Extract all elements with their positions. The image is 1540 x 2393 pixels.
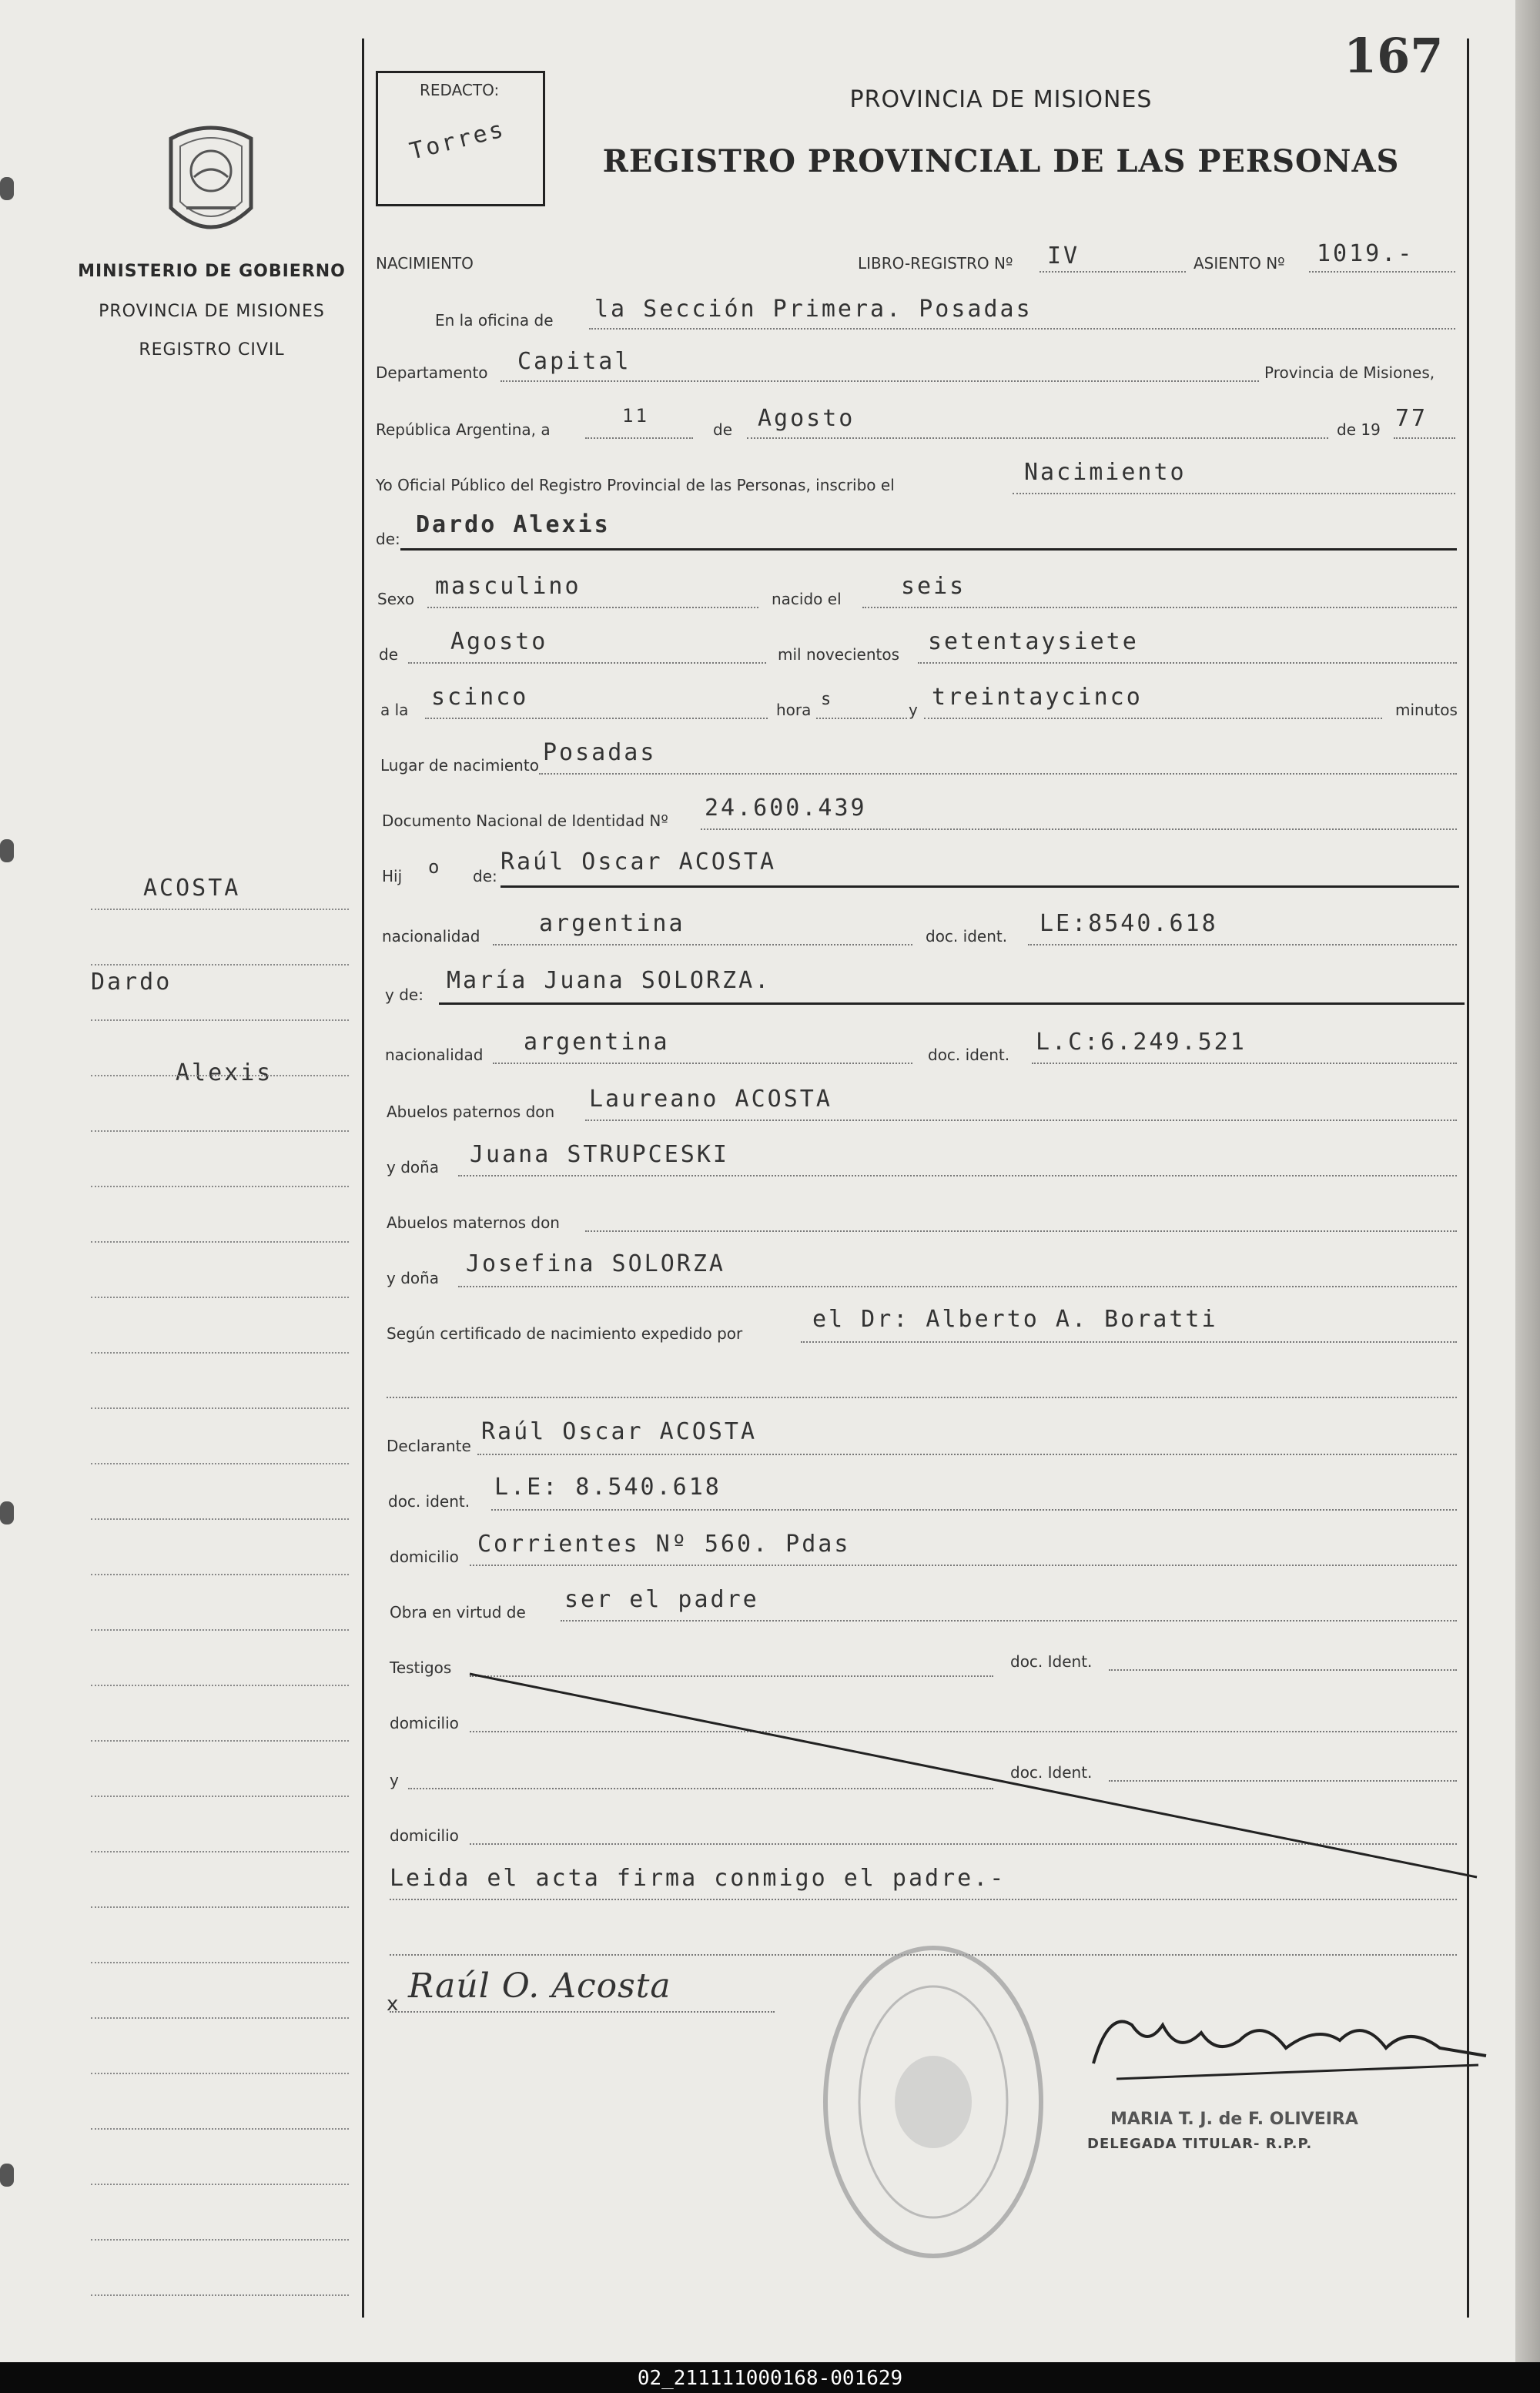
mother-line bbox=[439, 1002, 1465, 1005]
redacto-box bbox=[376, 71, 545, 206]
father-line bbox=[500, 885, 1459, 888]
nacionalidad-father-line bbox=[493, 944, 912, 945]
margin-ruled-line bbox=[91, 2239, 349, 2241]
nacido-line bbox=[862, 607, 1457, 608]
sexo-value: masculino bbox=[435, 573, 581, 600]
declarante-value: Raúl Oscar ACOSTA bbox=[481, 1418, 758, 1445]
sexo-line bbox=[427, 607, 758, 608]
libro-value: IV bbox=[1047, 243, 1080, 269]
oficina-label: En la oficina de bbox=[435, 311, 554, 330]
nacido-value: seis bbox=[901, 573, 966, 600]
lugar-line bbox=[539, 773, 1457, 775]
y-label: y bbox=[909, 701, 918, 719]
nacionalidad-father-value: argentina bbox=[539, 910, 685, 937]
father-value: Raúl Oscar ACOSTA bbox=[500, 848, 777, 875]
horas-suffix: s bbox=[821, 690, 834, 709]
scan-filename: 02_211111000168-001629 bbox=[637, 2367, 903, 2390]
doc-testigo1-label: doc. Ident. bbox=[1010, 1652, 1093, 1671]
dni-value: 24.600.439 bbox=[705, 795, 867, 822]
lugar-label: Lugar de nacimiento bbox=[380, 756, 539, 775]
official-role: DELEGADA TITULAR- R.P.P. bbox=[1087, 2136, 1313, 2152]
mil-label: mil novecientos bbox=[778, 645, 900, 664]
leida-line bbox=[390, 1899, 1457, 1900]
firma-line bbox=[390, 2011, 775, 2013]
abuelos-maternos-label: Abuelos maternos don bbox=[387, 1213, 560, 1232]
certificado-value: el Dr: Alberto A. Boratti bbox=[812, 1306, 1218, 1333]
doc-father-value: LE:8540.618 bbox=[1040, 910, 1218, 937]
margin-ruled-line bbox=[91, 1518, 349, 1520]
hijo-suffix: o bbox=[428, 856, 442, 878]
dni-line bbox=[701, 828, 1457, 830]
domicilio-value: Corrientes Nº 560. Pdas bbox=[477, 1531, 851, 1558]
testigos-cancel-stroke bbox=[462, 1663, 1486, 1886]
doc-father-line bbox=[1028, 944, 1457, 945]
abuelos-maternos-line bbox=[585, 1230, 1457, 1232]
doc-mother-line bbox=[1032, 1063, 1457, 1064]
doc-testigo2-label: doc. Ident. bbox=[1010, 1763, 1093, 1782]
record-type-label: NACIMIENTO bbox=[376, 254, 474, 273]
binder-hole bbox=[0, 839, 14, 862]
declarante-label: Declarante bbox=[387, 1437, 471, 1455]
registry-seal-stamp-icon bbox=[818, 1940, 1049, 2264]
mil-line bbox=[918, 662, 1457, 664]
dona-materna-value: Josefina SOLORZA bbox=[466, 1250, 725, 1277]
father-signature: Raúl O. Acosta bbox=[408, 1966, 671, 2006]
margin-ruled-line bbox=[91, 1019, 349, 1021]
declarante-line bbox=[477, 1454, 1457, 1455]
de2-label: de bbox=[379, 645, 398, 664]
margin-ruled-line bbox=[91, 1352, 349, 1354]
minutos-label: minutos bbox=[1395, 701, 1458, 719]
margin-ruled-line bbox=[91, 1075, 349, 1076]
nacionalidad-mother-label: nacionalidad bbox=[385, 1046, 484, 1064]
obra-line bbox=[561, 1620, 1457, 1622]
margin-ruled-line bbox=[91, 1463, 349, 1464]
margin-ruled-line bbox=[91, 2294, 349, 2296]
margin-ruled-line bbox=[91, 2073, 349, 2074]
departamento-value: Capital bbox=[517, 348, 631, 375]
margin-ruled-line bbox=[91, 2017, 349, 2019]
de-label: de bbox=[713, 420, 732, 439]
dona-paterna-line bbox=[458, 1175, 1457, 1176]
margin-ruled-line bbox=[91, 1241, 349, 1243]
dona-materna-line bbox=[458, 1286, 1457, 1287]
departamento-label: Departamento bbox=[376, 363, 488, 382]
redacto-value: Torres bbox=[407, 115, 508, 166]
de2-value: Agosto bbox=[450, 628, 548, 655]
doc-declarante-label: doc. ident. bbox=[388, 1492, 470, 1511]
provincia-label: Provincia de Misiones, bbox=[1264, 363, 1435, 382]
y-testigo-label: y bbox=[390, 1771, 399, 1789]
dni-label: Documento Nacional de Identidad Nº bbox=[382, 812, 668, 830]
domicilio-line bbox=[470, 1565, 1457, 1566]
provincial-seal-icon bbox=[163, 123, 259, 239]
margin-surname: ACOSTA bbox=[143, 875, 241, 902]
yo-oficial-label: Yo Oficial Público del Registro Provincial de las Personas, inscribo el bbox=[376, 476, 895, 494]
departamento-line bbox=[500, 380, 1259, 382]
obra-value: ser el padre bbox=[564, 1586, 759, 1613]
margin-second-name: Alexis bbox=[176, 1059, 273, 1086]
domicilio-label: domicilio bbox=[390, 1548, 459, 1566]
year-value: 77 bbox=[1395, 405, 1428, 432]
margin-ruled-line bbox=[91, 1407, 349, 1409]
abuelos-paternos-line bbox=[585, 1120, 1457, 1121]
day-line bbox=[585, 437, 693, 439]
binder-hole bbox=[0, 2164, 14, 2187]
mother-value: María Juana SOLORZA. bbox=[447, 967, 772, 994]
margin-ruled-line bbox=[91, 2184, 349, 2185]
horas-line bbox=[816, 718, 907, 719]
yo-oficial-line bbox=[1013, 493, 1455, 494]
margin-ruled-line bbox=[91, 1130, 349, 1132]
dona-paterna-label: y doña bbox=[387, 1158, 440, 1176]
doc-declarante-value: L.E: 8.540.618 bbox=[494, 1474, 721, 1501]
ala-label: a la bbox=[380, 701, 409, 719]
mil-value: setentaysiete bbox=[928, 628, 1139, 655]
doc-mother-label: doc. ident. bbox=[928, 1046, 1010, 1064]
month-value: Agosto bbox=[758, 405, 855, 432]
sexo-label: Sexo bbox=[377, 590, 415, 608]
republica-label: República Argentina, a bbox=[376, 420, 551, 439]
folio-number: 167 bbox=[1344, 28, 1444, 84]
oficina-line bbox=[589, 328, 1455, 330]
lugar-value: Posadas bbox=[543, 739, 657, 766]
nacionalidad-father-label: nacionalidad bbox=[382, 927, 480, 945]
de2-line bbox=[408, 662, 766, 664]
obra-label: Obra en virtud de bbox=[390, 1603, 526, 1622]
abuelos-paternos-label: Abuelos paternos don bbox=[387, 1103, 555, 1121]
nacionalidad-mother-value: argentina bbox=[524, 1029, 670, 1056]
margin-ruled-line bbox=[91, 1906, 349, 1908]
year-line bbox=[1394, 437, 1455, 439]
hijo-label: Hij bbox=[382, 867, 403, 885]
de-colon-label: de: bbox=[376, 530, 400, 548]
doc-father-label: doc. ident. bbox=[926, 927, 1008, 945]
de-year-label: de 19 bbox=[1337, 420, 1381, 439]
official-signature-icon bbox=[1086, 1994, 1494, 2094]
certificado-line-2 bbox=[387, 1397, 1457, 1398]
nacionalidad-mother-line bbox=[493, 1063, 912, 1064]
doc-declarante-line bbox=[491, 1509, 1457, 1511]
ala-line bbox=[425, 718, 768, 719]
oficina-value: la Sección Primera. Posadas bbox=[594, 296, 1033, 323]
abuelos-paternos-value: Laureano ACOSTA bbox=[589, 1086, 832, 1113]
certificado-line bbox=[801, 1341, 1457, 1343]
ministry-title: MINISTERIO DE GOBIERNO bbox=[78, 262, 346, 281]
margin-ruled-line bbox=[91, 1796, 349, 1797]
registry-subtitle: REGISTRO CIVIL bbox=[139, 340, 285, 360]
certificado-label: Según certificado de nacimiento expedido por bbox=[387, 1324, 743, 1343]
binder-hole bbox=[0, 177, 14, 200]
domicilio-testigo2-label: domicilio bbox=[390, 1826, 459, 1845]
asiento-line bbox=[1309, 271, 1455, 273]
margin-ruled-line bbox=[91, 909, 349, 910]
margin-ruled-line bbox=[91, 1851, 349, 1852]
ala-value: scinco bbox=[431, 684, 529, 711]
firma-prefix: x bbox=[387, 1993, 399, 2016]
left-margin-rule bbox=[362, 38, 364, 2318]
official-name: MARIA T. J. de F. OLIVEIRA bbox=[1110, 2110, 1358, 2129]
right-margin-rule bbox=[1467, 38, 1469, 2318]
binder-hole bbox=[0, 1501, 14, 1524]
name-line bbox=[400, 548, 1457, 551]
minutos-value: treintaycinco bbox=[932, 684, 1143, 711]
asiento-label: ASIENTO Nº bbox=[1194, 254, 1285, 273]
asiento-value: 1019.- bbox=[1317, 240, 1414, 267]
domicilio-testigo1-label: domicilio bbox=[390, 1714, 459, 1732]
libro-line bbox=[1040, 271, 1186, 273]
horas-label: hora bbox=[776, 701, 812, 719]
nacido-label: nacido el bbox=[772, 590, 842, 608]
doc-mother-value: L.C:6.249.521 bbox=[1036, 1029, 1247, 1056]
margin-ruled-line bbox=[91, 1629, 349, 1631]
header-province: PROVINCIA DE MISIONES bbox=[849, 86, 1153, 113]
margin-ruled-line bbox=[91, 1186, 349, 1187]
y-de-label: y de: bbox=[385, 986, 424, 1004]
libro-label: LIBRO-REGISTRO Nº bbox=[858, 254, 1013, 273]
margin-ruled-line bbox=[91, 1574, 349, 1575]
testigos-label: Testigos bbox=[390, 1658, 452, 1677]
dona-paterna-value: Juana STRUPCESKI bbox=[470, 1141, 729, 1168]
yo-oficial-value: Nacimiento bbox=[1024, 459, 1187, 486]
header-title: REGISTRO PROVINCIAL DE LAS PERSONAS bbox=[602, 143, 1400, 179]
margin-ruled-line bbox=[91, 1685, 349, 1686]
margin-ruled-line bbox=[91, 2128, 349, 2130]
month-line bbox=[747, 437, 1328, 439]
hijo-de-label: de: bbox=[473, 867, 497, 885]
leida-value: Leida el acta firma conmigo el padre.- bbox=[390, 1865, 1006, 1892]
margin-first-name: Dardo bbox=[91, 969, 172, 996]
day-value: 11 bbox=[622, 405, 649, 427]
page-edge bbox=[1515, 0, 1540, 2362]
child-name-value: Dardo Alexis bbox=[416, 511, 611, 538]
province-subtitle: PROVINCIA DE MISIONES bbox=[99, 302, 325, 321]
redacto-label: REDACTO: bbox=[420, 81, 500, 99]
margin-ruled-line bbox=[91, 1297, 349, 1298]
minutos-line bbox=[924, 718, 1382, 719]
margin-ruled-line bbox=[91, 964, 349, 966]
margin-ruled-line bbox=[91, 1962, 349, 1963]
margin-ruled-line bbox=[91, 1740, 349, 1742]
dona-materna-label: y doña bbox=[387, 1269, 440, 1287]
